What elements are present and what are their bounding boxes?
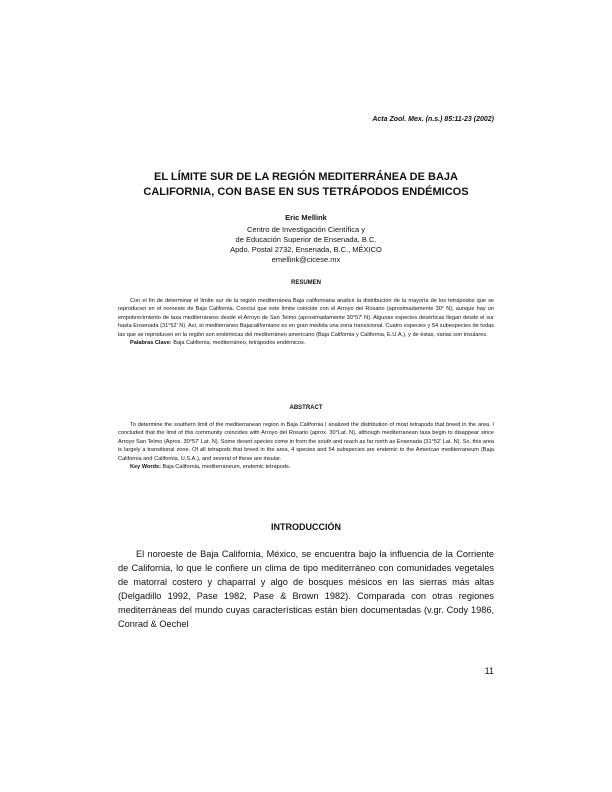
affiliation-line-3: Apdo. Postal 2732, Ensenada, B.C., MÉXICO [230,245,382,254]
resumen-text: Con el fin de determinar el límite sur de la región mediterránea Baja californiana analicé la distribución de la mayoría de los tetrápodos que se reproducen en el noroeste de Baja California. Concluí que este límite coincide con el Arroyo del Rosario (aproximadamente 30° N), aunque hay un empobrecimiento de taxa mediterráneos desde el Arroyo de San Telmo (aproximadamente 30°57' N). Algunas especies desérticas llegan desde el sur hasta Ensenada (31°52' N). Así, el mediterráneo Bajacaliforniano es en gran medida una zona transicional. Cuatro especies y 54 subespecies de todas las que se reproducen en la región son endémicas del mediterráneo americano (Baja California y California, E.U.A.), y de éstas, varias son insulares. [118,298,494,338]
resumen-section [118,297,494,347]
author-name: Eric Mellink [285,213,327,222]
introduccion-heading: INTRODUCCIÓN [271,522,341,532]
author-affiliation [110,225,502,265]
abstract-section [118,421,494,471]
abstract-heading: ABSTRACT [289,405,323,411]
resumen-keywords-value: Baja California, mediterráneo, tetrápodos endémicos. [173,340,306,347]
resumen-keywords-label: Palabras Clave: [130,340,172,347]
page-number: 11 [484,666,494,676]
resumen-keywords [118,339,494,347]
abstract-text: To determine the southern limit of the mediterranean region in Baja California I analized the distribution of most tetrapods that breed in the area. I concluded that the limit of this community coincides with Arroyo del Rosario (aprox. 30°Lat. N), although mediterranean taxa begin to disappear since Arroyo San Telmo (Aprox. 30°57' Lat. N). Some desert species come in from the south and reach as far north as Ensenada (31°52' Lat. N). So, this area is largely a transitional zone. Of all tetrapods that breed in the area, 4 species and 54 subspecies are endemic to the American mediterraneum (Baja California and California, U.S.A.), and several of these are insular. [118,422,494,462]
abstract-keywords-label: Key Words: [130,464,161,471]
resumen-heading: RESUMEN [290,280,321,286]
author-email: emellink@cicese.mx [271,255,341,264]
journal-citation: Acta Zool. Mex. (n.s.) 85:11-23 (2002) [372,116,494,123]
article-title [110,170,502,200]
abstract-keywords-value: Baja California, mediterraneum, endemic tetrapods. [162,464,291,471]
introduccion-section [118,547,494,631]
title-line-1: EL LÍMITE SUR DE LA REGIÓN MEDITERRÁNEA DE BAJA [154,171,458,183]
title-line-2: CALIFORNIA, CON BASE EN SUS TETRÁPODOS ENDÉMICOS [143,186,469,198]
abstract-keywords [118,463,494,471]
affiliation-line-2: de Educación Superior de Ensenada, B.C. [235,235,377,244]
introduccion-text: El noroeste de Baja California, México, se encuentra bajo la influencia de la Corriente de California, lo que le confiere un clima de tipo mediterráneo con comunidades vegetales de matorral costero y chaparral y algo de bosques mésicos en las sierras más altas (Delgadillo 1992, Pase 1982, Pase & Brown 1982). Comparada con otras regiones mediterráneas del mundo cuyas características están bien documentadas (v.gr. Cody 1986, Conrad & Oechel [118,549,494,629]
affiliation-line-1: Centro de Investigación Científica y [247,225,365,234]
